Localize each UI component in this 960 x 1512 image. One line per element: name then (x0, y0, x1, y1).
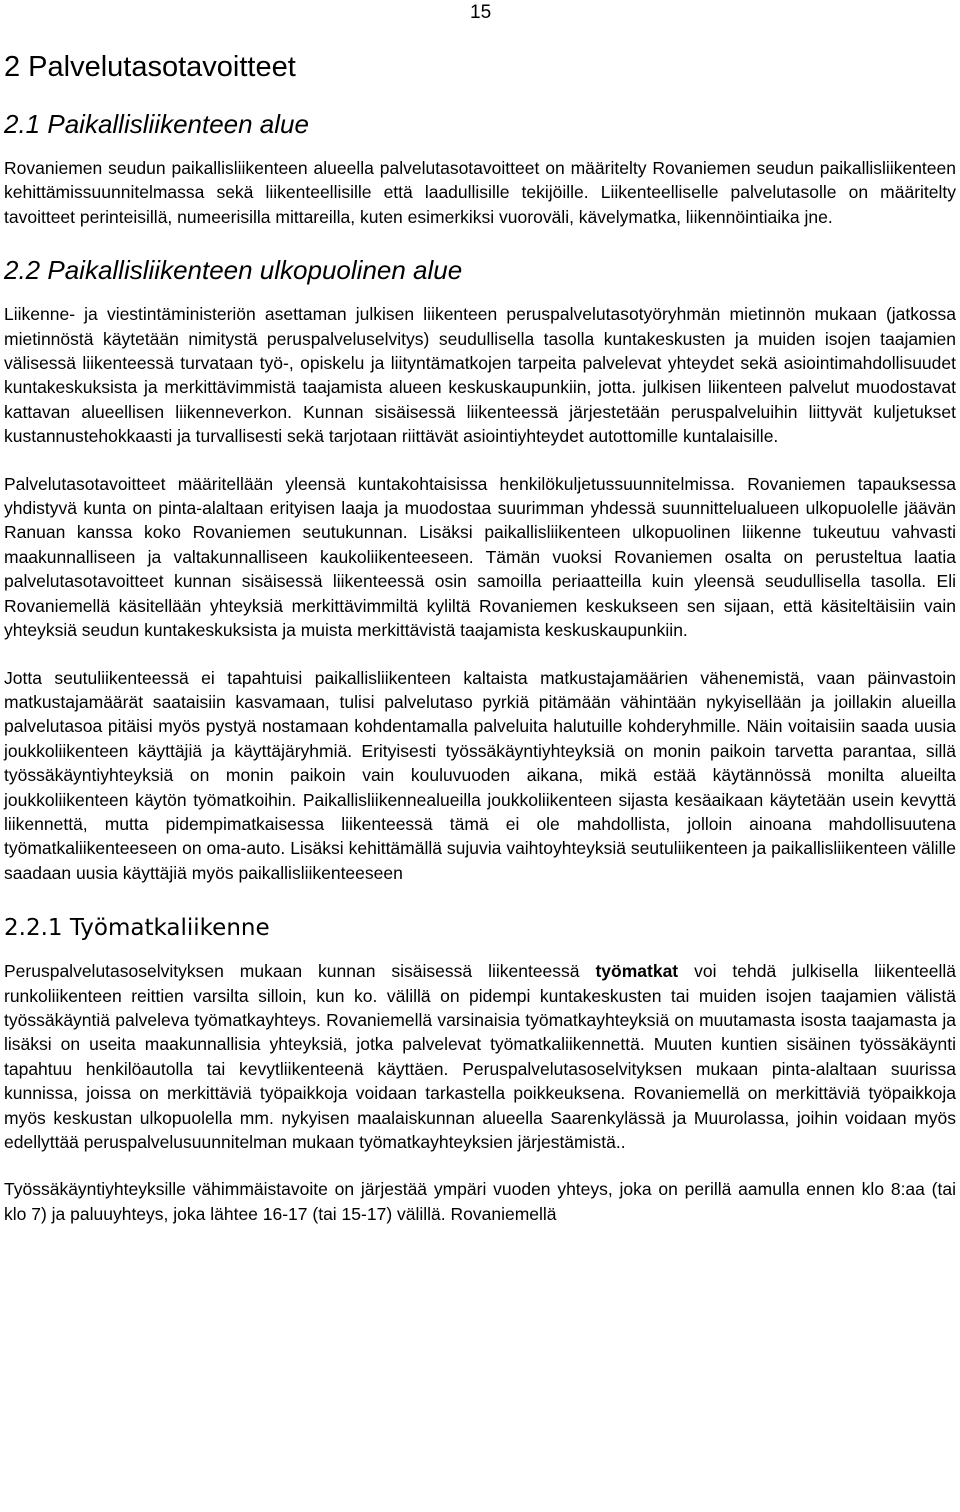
section-2-2-1-heading: 2.2.1 Työmatkaliikenne (4, 915, 270, 942)
section-2-2-paragraph-3: Jotta seutuliikenteessä ei tapahtuisi paikallisliikenteen kaltaista matkustajamäärien vähenemistä, vaan päinvastoin matkustajamäärät saataisiin kasvamaan, tulisi palvelutaso pyrkiä pitämään vähintään nykyisellään ja joillakin alueilla palvelutasoa pitäisi myös pystyä nostamaan kohdentamalla palveluita halutuille kohderyhmille. Näin voitaisiin saada uusia joukkoliikenteen käyttäjiä ja käyttäjäryhmiä. Erityisesti työssäkäyntiyhteyksiä on monin paikoin tarvetta parantaa, sillä työssäkäyntiyhteyksiä on monin paikoin vain kouluvuoden aikana, mikä estää käytännössä monilta alueilta joukkoliikenteen käytön työmatkoihin. Paikallisliikennealueilla joukkoliikenteen sijasta kesäaikaan käytetään usein kevyttä liikennettä, mutta pidempimatkaisessa liikenteessä tämä ei ole mahdollista, jolloin ainoana mahdollisuutena työmatkaliikenteeseen on oma-auto. Lisäksi kehittämällä sujuvia vaihtoyhteyksiä seutuliikenteen ja paikallisliikenteen välille saadaan uusia käyttäjiä myös paikallisliikenteeseen (4, 667, 956, 883)
section-2-1-paragraph: Rovaniemen seudun paikallisliikenteen alueella palvelutasotavoitteet on määritelty Rovaniemen seudun paikallisliikenteen kehittämissuunnitelmassa sekä liikenteellisille että laadullisille tekijöille. Liikenteelliselle palvelutasolle on määritelty tavoitteet perinteisillä, numeerisilla mittareilla, kuten esimerkiksi vuoroväli, kävelymatka, liikennöintiaika jne. (4, 158, 956, 227)
bold-term: työmatkat (595, 961, 679, 982)
section-2-2-heading: 2.2 Paikallisliikenteen ulkopuolinen alue (4, 255, 463, 286)
document-content (4, 48, 956, 1249)
chapter-heading: 2 Palvelutasotavoitteet (4, 51, 296, 83)
paragraph-text-end: voi tehdä julkisella liikenteellä runkoliikenteen reittien varsilta silloin, kun ko. välillä on pidempi kuntakeskusten tai muiden isojen taajamien välistä työssäkäyntiä palveleva työmatkayhteys. Rovaniemellä varsinaisia työmatkayhteyksiä on muutamasta isosta taajamasta ja lisäksi on useita maakunnallisia yhteyksiä, jotka palvelevat työmatkaliikennettä. Muuten kuntien sisäinen työssäkäynti tapahtuu henkilöautolla tai kevytliikenteenä käyttäen. Peruspalvelutasoselvityksen mukaan pinta-alaltaan suurissa kunnissa, joissa on merkittäviä työpaikkoja voidaan tarkastella poikkeuksena. Rovaniemellä on merkittäviä työpaikkoja myös keskustan ulkopuolella mm. nykyisen maalaiskunnan alueella Saarenkylässä ja Muurolassa, joihin voidaan myös edellyttää peruspalvelusuunnitelman mukaan työmatkayhteyksien järjestämistä.. (4, 961, 956, 1152)
section-2-2-paragraph-1: Liikenne- ja viestintäministeriön asettaman julkisen liikenteen peruspalvelutasotyöryhmän mietinnön mukaan (jatkossa mietinnöstä käytetään nimitystä peruspalveluselvitys) seudullisella tasolla kuntakeskusten ja muiden isojen taajamien välisessä liikenteessä turvataan työ-, opiskelu ja liityntämatkojen tarpeita palvelevat yhteydet sekä asiointimahdollisuudet kuntakeskuksista ja merkittävimmistä taajamista alueen keskuskaupunkiin, jotta. julkisen liikenteen palvelut muodostavat kattavan alueellisen liikenneverkon. Kunnan sisäisessä liikenteessä järjestetään peruspalveluihin liittyvät kuljetukset kustannustehokkaasti ja turvallisesti sekä tarjotaan riittävät asiointiyhteydet autottomille kuntalaisille. (4, 304, 956, 447)
section-2-1-heading: 2.1 Paikallisliikenteen alue (4, 109, 309, 139)
paragraph-text-start: Peruspalvelutasoselvityksen mukaan kunnan sisäisessä liikenteessä (4, 961, 596, 982)
section-2-2-paragraph-2: Palvelutasotavoitteet määritellään yleensä kuntakohtaisissa henkilökuljetussuunnitelmissa. Rovaniemen tapauksessa yhdistyvä kunta on pinta-alaltaan erityisen laaja ja muodostaa suurimman yhdessä suunnittelualueen ulkopuolelle jäävän Ranuan kanssa koko Rovaniemen seutukunnan. Lisäksi paikallisliikenteen ulkopuolinen liikenne tukeutuu vahvasti maakunnalliseen ja valtakunnalliseen kaukoliikenteeseen. Tämän vuoksi Rovaniemen osalta on perusteltua laatia palvelutasotavoitteet kunnan sisäisessä liikenteessä osin samoilla periaatteilla kuin yleensä seudullisella tasolla. Eli Rovaniemellä käsitellään yhteyksiä merkittävimmiltä kyliltä Rovaniemen keskukseen sen sijaan, että käsiteltäisiin vain yhteyksiä seudun kuntakeskuksista ja muista merkittävistä taajamista keskuskaupunkiin. (4, 473, 956, 641)
page-number: 15 (470, 2, 492, 23)
section-2-2-1-paragraph-2: Työssäkäyntiyhteyksille vähimmäistavoite on järjestää ympäri vuoden yhteys, joka on perillä aamulla ennen klo 8:aa (tai klo 7) ja paluuyhteys, joka lähtee 16-17 (tai 15-17) välillä. Rovaniemellä (4, 1179, 956, 1224)
section-2-2-1-paragraph-1 (4, 959, 956, 1154)
